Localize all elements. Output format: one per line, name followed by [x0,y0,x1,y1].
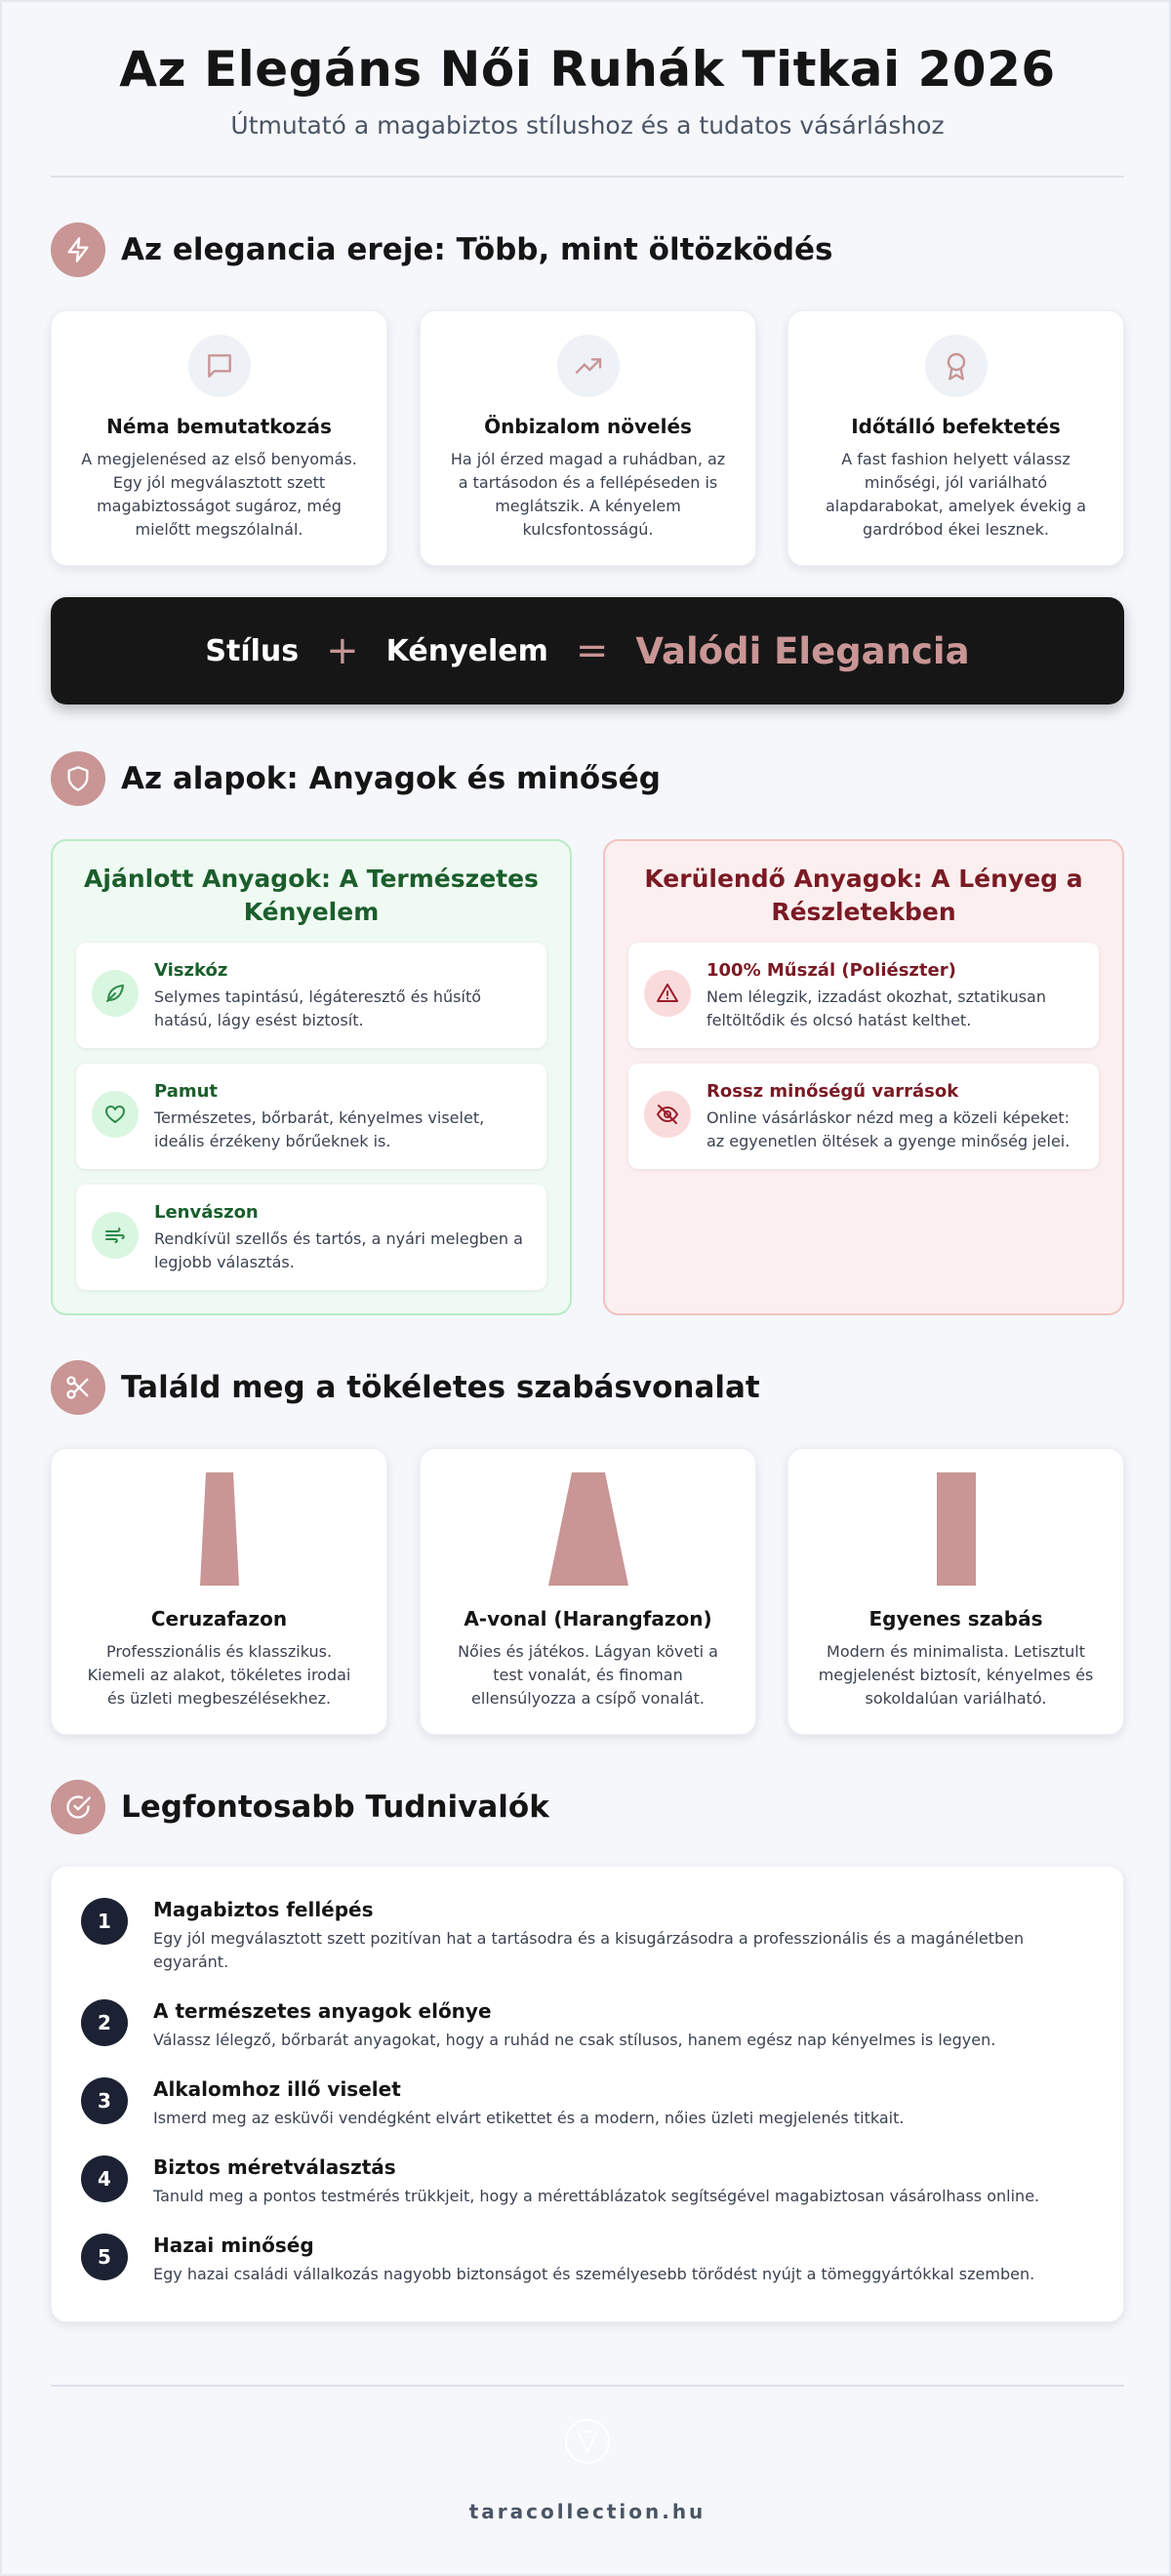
eye-off-icon [644,1091,691,1138]
straight-cut-silhouette [935,1472,978,1586]
avoid-materials-panel [603,839,1124,1315]
section-heading-elegance [51,222,833,277]
equation-banner [51,597,1124,704]
trending-up-icon [557,335,620,397]
lightning-icon [51,222,105,277]
section-title: Találd meg a tökéletes szabásvonalat [121,1370,760,1405]
material-text: Természetes, bőrbarát, kényelmes viselet, ideális érzékeny bőrűeknek is. [154,1108,485,1150]
step-number: 5 [81,2234,128,2280]
banner-result: Valódi Elegancia [635,629,970,672]
takeaway-text: Egy hazai családi vállalkozás nagyobb biztonságot és személyesebb törődést nyújt a tömeggyártókkal szemben. [153,2265,1035,2283]
material-text: Nem lélegzik, izzadást okozhat, sztatikusan feltöltődik és olcsó hatást kelthet. [707,987,1046,1029]
takeaway-text: Ismerd meg az esküvői vendégként elvárt etikettet és a modern, nőies üzleti megjelenés titkait. [153,2109,905,2127]
card-text: Modern és minimalista. Letisztult megjelenést biztosít, kényelmes és sokoldalúan variálható. [818,1642,1094,1708]
material-title: Lenvászon [154,1202,259,1223]
card-text: A fast fashion helyett válassz minőségi, jól variálható alapdarabokat, amelyek évekig a gardróbod ékei lesznek. [826,450,1086,539]
leaf-icon [92,970,139,1017]
scissors-icon [51,1360,105,1415]
card-title: Ceruzafazon [150,1607,288,1630]
section-title: Az elegancia ereje: Több, mint öltözködés [121,232,833,267]
section-title: Az alapok: Anyagok és minőség [121,761,661,796]
takeaway-title: A természetes anyagok előnye [153,1999,492,2023]
takeaway-title: Alkalomhoz illő viselet [153,2077,401,2101]
material-title: Pamut [154,1081,219,1102]
card-title: Néma bemutatkozás [106,415,332,438]
section-heading-takeaways [51,1780,549,1834]
feature-card [51,310,387,566]
plus-sign: + [326,628,359,673]
material-text: Rendkívül szellős és tartós, a nyári melegben a legjobb választás. [154,1229,523,1271]
section-title: Legfontosabb Tudnivalók [121,1790,549,1825]
banner-term-style: Stílus [205,633,300,668]
takeaway-title: Magabiztos fellépés [153,1898,374,1921]
material-item [76,1064,546,1169]
warning-icon [644,970,691,1017]
card-title: A-vonal (Harangfazon) [464,1607,712,1630]
check-circle-icon [51,1780,105,1834]
silhouette-card [51,1448,387,1735]
material-text: Selymes tapintású, légáteresztő és hűsítő hatású, lágy esést biztosít. [154,987,482,1029]
material-text: Online vásárláskor nézd meg a közeli képeket: az egyenetlen öltések a gyenge minőség jelei. [707,1108,1070,1150]
silhouette-card [420,1448,756,1735]
card-title: Időtálló befektetés [851,415,1061,438]
material-title: 100% Műszál (Poliészter) [707,960,956,981]
takeaways-list [51,1866,1124,2322]
equals-sign: = [575,628,609,673]
page-subtitle: Útmutató a magabiztos stílushoz és a tudatos vásárláshoz [230,111,945,140]
footer-divider [51,2385,1124,2387]
panel-title: Kerülendő Anyagok: A Lényeg a Részletekben [644,865,1083,926]
card-title: Önbizalom növelés [484,415,692,438]
section-heading-cuts [51,1360,760,1415]
material-title: Viszkóz [154,960,228,981]
recommended-materials-panel [51,839,572,1315]
wind-icon [92,1212,139,1259]
shield-icon [51,751,105,806]
material-item [76,943,546,1048]
banner-term-comfort: Kényelem [385,633,548,668]
step-number: 1 [81,1898,128,1945]
panel-title: Ajánlott Anyagok: A Természetes Kényelem [84,865,539,926]
material-item [628,943,1099,1048]
header-divider [51,176,1124,178]
step-number: 2 [81,1999,128,2046]
website-link[interactable]: taracollection.hu [468,2500,707,2523]
speech-bubble-icon [188,335,251,397]
brand-logo-icon [563,2417,612,2466]
takeaway-text: Tanuld meg a pontos testmérés trükkjeit, hogy a mérettáblázatok segítségével magabiztosan vásárolhass online. [153,2187,1040,2205]
a-line-silhouette [545,1472,632,1586]
material-item [628,1064,1099,1169]
feature-card [787,310,1124,566]
material-item [76,1185,546,1290]
card-title: Egyenes szabás [868,1607,1043,1630]
silhouette-card [787,1448,1124,1735]
step-number: 3 [81,2077,128,2124]
page-title: Az Elegáns Női Ruhák Titkai 2026 [119,41,1056,98]
step-number: 4 [81,2155,128,2202]
card-text: Ha jól érzed magad a ruhádban, az a tartásodon és a fellépéseden is meglátszik. A kényelem kulcsfontosságú. [450,450,726,539]
material-title: Rossz minőségű varrások [707,1081,959,1102]
pencil-skirt-silhouette [190,1472,249,1586]
takeaway-text: Egy jól megválasztott szett pozitívan hat a tartásodra és a kisugárzásodra a professzionális és a magánéletben egyaránt. [153,1929,1025,1971]
takeaway-title: Hazai minőség [153,2234,314,2257]
feature-card [420,310,756,566]
card-text: Professzionális és klasszikus. Kiemeli az alakot, tökéletes irodai és üzleti megbeszélésekhez. [87,1642,351,1708]
award-icon [925,335,988,397]
card-text: A megjelenésed az első benyomás. Egy jól megválasztott szett magabiztosságot sugároz, még mielőtt megszólalnál. [81,450,357,539]
section-heading-materials [51,751,661,806]
card-text: Nőies és játékos. Lágyan követi a test vonalát, és finoman ellensúlyozza a csípő vonalát. [458,1642,718,1708]
heart-icon [92,1091,139,1138]
takeaway-text: Válassz lélegző, bőrbarát anyagokat, hogy a ruhád ne csak stílusos, hanem egész nap kényelmes is legyen. [153,2031,996,2049]
takeaway-title: Biztos méretválasztás [153,2155,396,2179]
